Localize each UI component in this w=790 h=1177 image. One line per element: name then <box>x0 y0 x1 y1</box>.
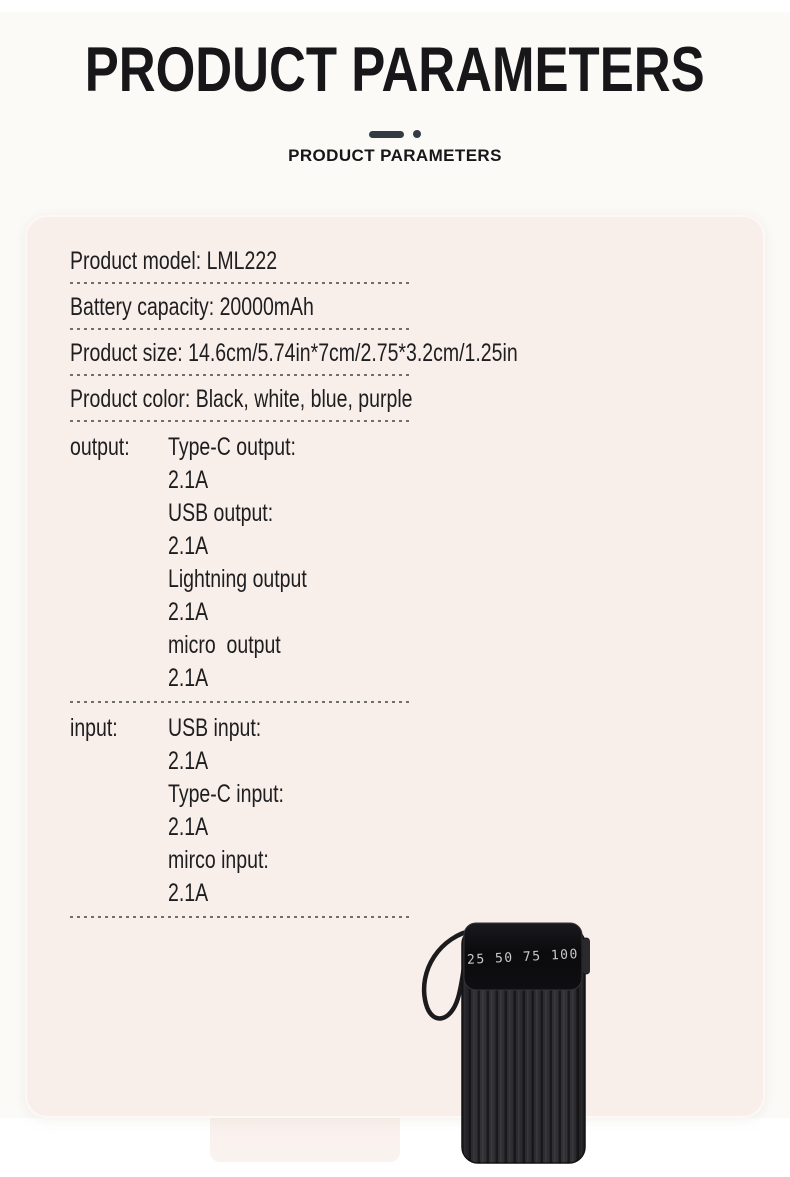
spec-row-model: Product model: LML222 <box>70 247 278 275</box>
page-subtitle: PRODUCT PARAMETERS <box>288 146 502 165</box>
output-section <box>70 431 745 695</box>
spec-line: USB output: <box>168 499 274 527</box>
spec-line: 2.1A <box>168 813 209 841</box>
spec-row-size: Product size: 14.6cm/5.74in*7cm/2.75*3.2cm/1.25in <box>70 339 518 367</box>
powerbank-ribs-texture <box>462 982 585 1163</box>
dotted-separator <box>70 328 412 330</box>
input-lines <box>168 712 317 910</box>
spec-line: 2.1A <box>168 598 209 626</box>
divider-dash-icon <box>369 131 404 138</box>
spec-line: 2.1A <box>168 879 209 907</box>
spec-line: Type-C output: <box>168 433 296 461</box>
dotted-separator <box>70 916 412 918</box>
spec-line: 2.1A <box>168 747 209 775</box>
dotted-separator <box>70 420 412 422</box>
dotted-separator <box>70 282 412 284</box>
spec-line: Lightning output <box>168 565 307 593</box>
spec-line: 2.1A <box>168 664 209 692</box>
spec-line: micro output <box>168 631 281 659</box>
spec-line: 2.1A <box>168 532 209 560</box>
divider-dot-icon <box>413 130 421 138</box>
output-label: output: <box>70 433 130 461</box>
spec-line: Type-C input: <box>168 780 284 808</box>
input-label: input: <box>70 714 118 742</box>
spec-row-battery: Battery capacity: 20000mAh <box>70 293 314 321</box>
powerbank-side-button <box>583 938 590 974</box>
spec-line: mirco input: <box>168 846 269 874</box>
powerbank-product-image <box>413 910 613 1168</box>
dotted-separator <box>70 374 412 376</box>
title-divider <box>0 127 790 141</box>
top-strip <box>0 0 790 12</box>
spec-row-color: Product color: Black, white, blue, purple <box>70 385 413 413</box>
input-section <box>70 712 745 910</box>
battery-level-display: 25 50 75 100 <box>466 947 580 968</box>
output-lines <box>168 431 346 695</box>
spec-line: USB input: <box>168 714 262 742</box>
dotted-separator <box>70 701 412 703</box>
page-title: PRODUCT PARAMETERS <box>85 35 705 105</box>
spec-panel <box>25 215 765 1118</box>
spec-line: 2.1A <box>168 466 209 494</box>
